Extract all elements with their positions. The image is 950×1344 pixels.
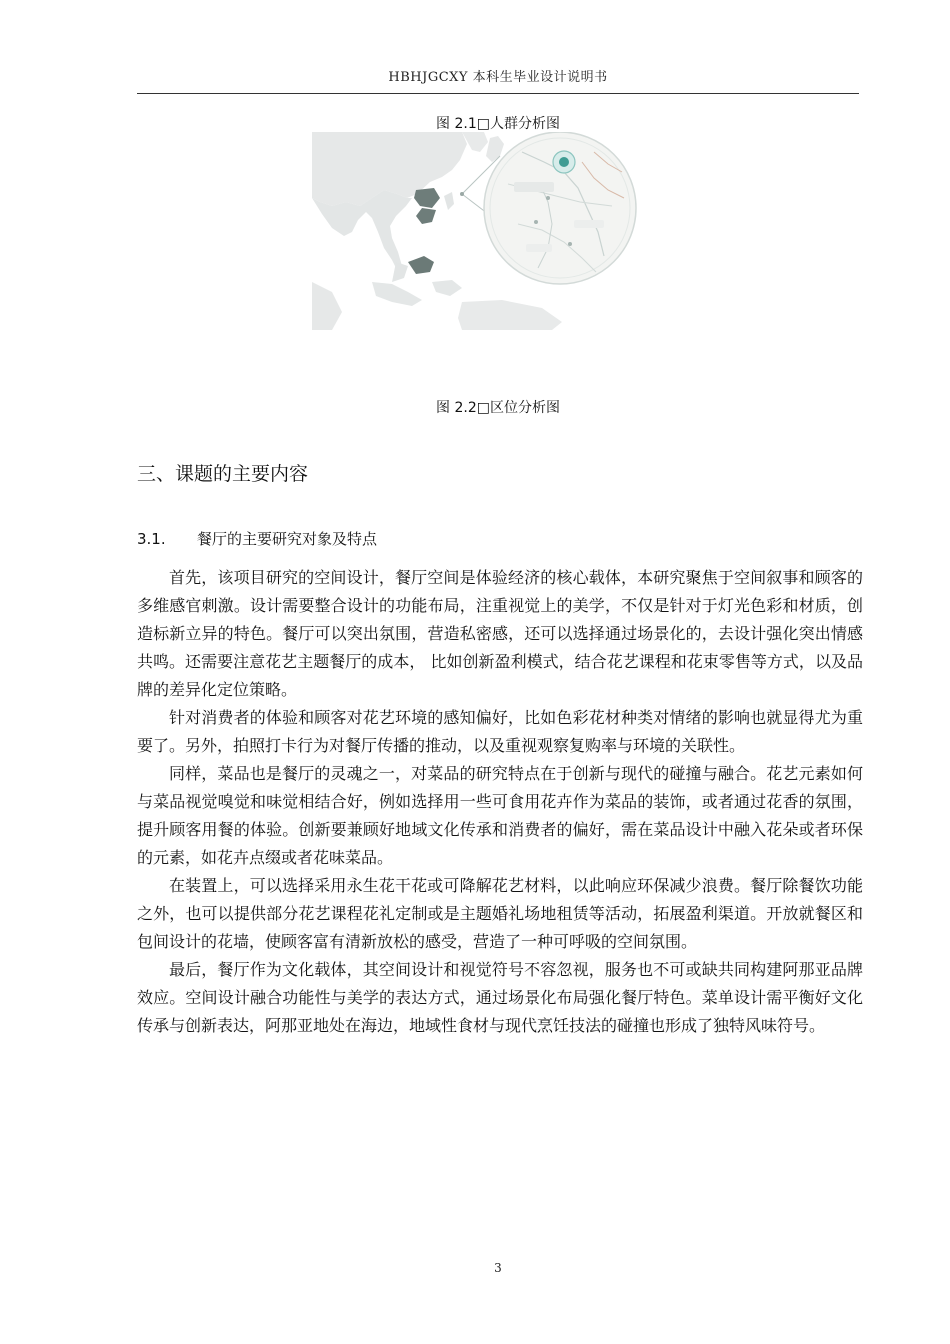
paragraph: 同样，菜品也是餐厅的灵魂之一，对菜品的研究特点在于创新与现代的碰撞与融合。花艺元素如何与菜品视觉嗅觉和味觉相结合好，例如选择用一些可食用花卉作为菜品的装饰，或者通过花香的氛围，提升顾客用餐的体验。创新要兼顾好地域文化传承和消费者的偏好，需在菜品设计中融入花朵或者环保的元素，如花卉点缀或者花味菜品。	[137, 764, 863, 867]
subsection-heading	[137, 528, 377, 549]
paragraph: 在装置上，可以选择采用永生花干花或可降解花艺材料，以此响应环保减少浪费。餐厅除餐饮功能之外，也可以提供部分花艺课程花礼定制或是主题婚礼场地租赁等活动，拓展盈利渠道。开放就餐区和包间设计的花墙，使顾客富有清新放松的感受，营造了一种可呼吸的空间氛围。	[137, 876, 863, 951]
page-number: 3	[494, 1261, 502, 1275]
location-map-figure	[312, 132, 684, 330]
section-heading: 三、课题的主要内容	[137, 463, 309, 485]
figure-caption-2-1: 图 2.1□人群分析图	[436, 116, 560, 132]
paragraph: 最后，餐厅作为文化载体，其空间设计和视觉符号不容忽视，服务也不可或缺共同构建阿那亚品牌效应。空间设计融合功能性与美学的表达方式，通过场景化布局强化餐厅特色。菜单设计需平衡好文化传承与创新表达，阿那亚地处在海边，地域性食材与现代烹饪技法的碰撞也形成了独特风味符号。	[137, 960, 863, 1035]
paragraph: 首先，该项目研究的空间设计，餐厅空间是体验经济的核心载体，本研究聚焦于空间叙事和顾客的多维感官刺激。设计需要整合设计的功能布局，注重视觉上的美学，不仅是针对于灯光色彩和材质，创造标新立异的特色。餐厅可以突出氛围，营造私密感，还可以选择通过场景化的，去设计强化突出情感共鸣。还需要注意花艺主题餐厅的成本， 比如创新盈利模式，结合花艺课程和花束零售等方式，以及品牌的差异化定位策略。	[137, 568, 863, 699]
location-map-image	[312, 132, 684, 330]
paragraph: 针对消费者的体验和顾客对花艺环境的感知偏好，比如色彩花材种类对情绪的影响也就显得尤为重要了。另外，拍照打卡行为对餐厅传播的推动，以及重视观察复购率与环境的关联性。	[137, 708, 863, 755]
header-rule	[137, 93, 859, 94]
subsection-number: 3.1.	[137, 530, 166, 548]
page-header: HBHJGCXY 本科生毕业设计说明书	[388, 70, 608, 85]
body-text	[137, 564, 863, 1040]
subsection-title: 餐厅的主要研究对象及特点	[197, 530, 378, 548]
figure-caption-2-2: 图 2.2□区位分析图	[436, 400, 560, 416]
